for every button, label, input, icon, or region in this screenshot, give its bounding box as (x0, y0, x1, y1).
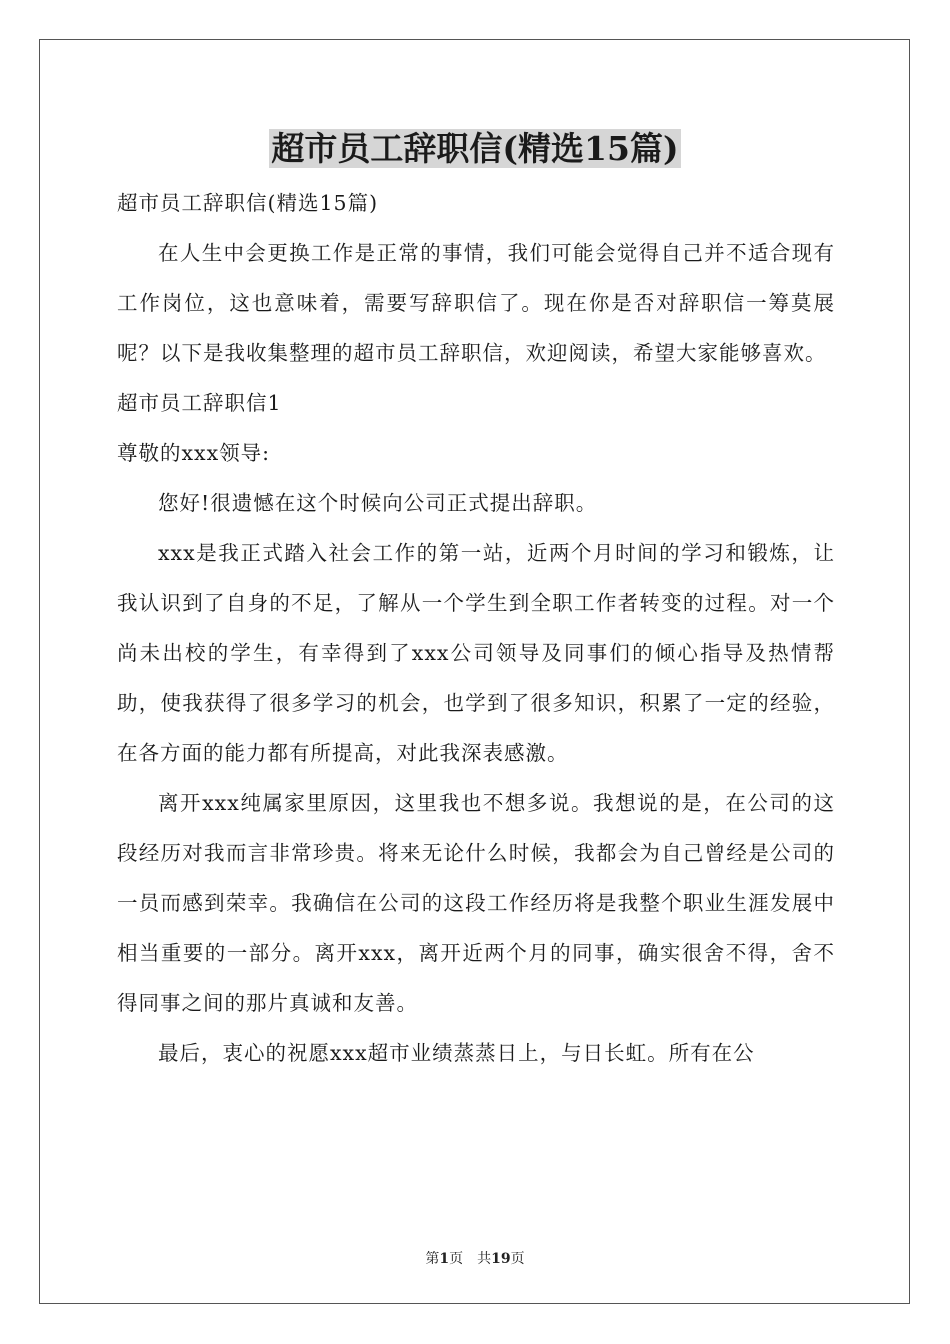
document-title-text: 超市员工辞职信(精选15篇) (271, 129, 679, 168)
letter-paragraph-2: xxx是我正式踏入社会工作的第一站，近两个月时间的学习和锻炼，让我认识到了自身的不足，了解从一个学生到全职工作者转变的过程。对一个尚未出校的学生，有幸得到了xxx公司领导及同事们的倾心指导及热情帮助，使我获得了很多学习的机会，也学到了很多知识，积累了一定的经验，在各方面的能力都有所提高，对此我深表感激。 (117, 541, 835, 765)
letter-paragraph-4: 最后，衷心的祝愿xxx超市业绩蒸蒸日上，与日长虹。所有在公 (158, 1041, 755, 1065)
document-body (117, 178, 835, 1078)
page-prefix: 第 (425, 1251, 440, 1267)
salutation: 尊敬的xxx领导: (117, 441, 271, 465)
document-subtitle: 超市员工辞职信(精选15篇) (117, 191, 379, 215)
letter-heading: 超市员工辞职信1 (117, 391, 282, 415)
letter-paragraph-3: 离开xxx纯属家里原因，这里我也不想多说。我想说的是，在公司的这段经历对我而言非常珍贵。将来无论什么时候，我都会为自己曾经是公司的一员而感到荣幸。我确信在公司的这段工作经历将是我整个职业生涯发展中相当重要的一部分。离开xxx，离开近两个月的同事，确实很舍不得，舍不得同事之间的那片真诚和友善。 (117, 791, 835, 1015)
page-current: 1 (439, 1251, 450, 1267)
letter-paragraph-1: 您好!很遗憾在这个时候向公司正式提出辞职。 (158, 491, 598, 515)
page-total: 19 (491, 1251, 511, 1267)
document-title (0, 124, 950, 174)
intro-paragraph: 在人生中会更换工作是正常的事情，我们可能会觉得自己并不适合现有工作岗位，这也意味着，需要写辞职信了。现在你是否对辞职信一筹莫展呢？以下是我收集整理的超市员工辞职信，欢迎阅读，希望大家能够喜欢。 (117, 241, 835, 365)
page-mid: 页 共 (449, 1251, 492, 1267)
page-footer (0, 1248, 950, 1268)
page-suffix: 页 (510, 1251, 525, 1267)
